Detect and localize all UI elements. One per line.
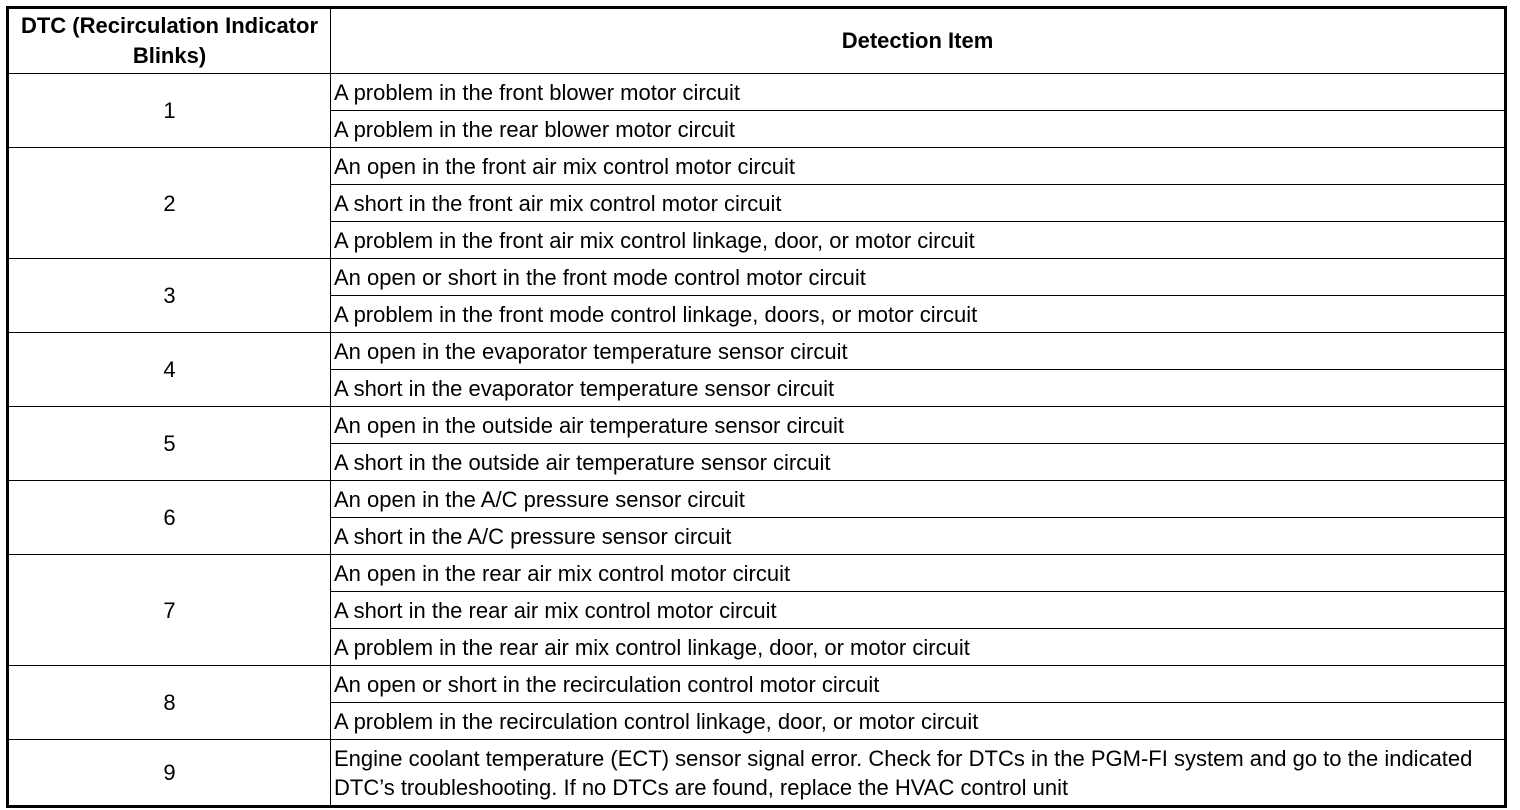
- detection-item: An open in the rear air mix control motor circuit: [331, 555, 1506, 592]
- dtc-code: 1: [8, 74, 331, 148]
- table-row: [8, 333, 1506, 370]
- detection-item: A problem in the rear blower motor circuit: [331, 111, 1506, 148]
- detection-item: A problem in the recirculation control linkage, door, or motor circuit: [331, 703, 1506, 740]
- detection-item: A short in the outside air temperature sensor circuit: [331, 444, 1506, 481]
- table-row: [8, 740, 1506, 807]
- table-row: [8, 148, 1506, 185]
- dtc-code: 3: [8, 259, 331, 333]
- detection-item: Engine coolant temperature (ECT) sensor signal error. Check for DTCs in the PGM-FI system and go to the indicated DTC’s troubleshooting. If no DTCs are found, replace the HVAC control unit: [331, 740, 1506, 807]
- detection-item: A short in the evaporator temperature sensor circuit: [331, 370, 1506, 407]
- detection-item: An open in the outside air temperature sensor circuit: [331, 407, 1506, 444]
- dtc-code: 2: [8, 148, 331, 259]
- dtc-code: 8: [8, 666, 331, 740]
- detection-item: A short in the front air mix control motor circuit: [331, 185, 1506, 222]
- table-row: [8, 666, 1506, 703]
- header-dtc: DTC (Recirculation Indicator Blinks): [8, 8, 331, 74]
- detection-item: A problem in the front air mix control linkage, door, or motor circuit: [331, 222, 1506, 259]
- header-detection-item: Detection Item: [331, 8, 1506, 74]
- dtc-code: 5: [8, 407, 331, 481]
- detection-item: A short in the rear air mix control motor circuit: [331, 592, 1506, 629]
- detection-item: An open in the front air mix control motor circuit: [331, 148, 1506, 185]
- table-row: [8, 555, 1506, 592]
- table-row: [8, 74, 1506, 111]
- detection-item: An open or short in the recirculation control motor circuit: [331, 666, 1506, 703]
- detection-item: An open in the evaporator temperature sensor circuit: [331, 333, 1506, 370]
- detection-item: A problem in the front mode control linkage, doors, or motor circuit: [331, 296, 1506, 333]
- dtc-code: 6: [8, 481, 331, 555]
- table-row: [8, 407, 1506, 444]
- table-row: [8, 259, 1506, 296]
- detection-item: An open in the A/C pressure sensor circuit: [331, 481, 1506, 518]
- dtc-table: [6, 6, 1507, 808]
- dtc-code: 4: [8, 333, 331, 407]
- dtc-code: 9: [8, 740, 331, 807]
- dtc-code: 7: [8, 555, 331, 666]
- table-row: [8, 481, 1506, 518]
- detection-item: An open or short in the front mode control motor circuit: [331, 259, 1506, 296]
- detection-item: A problem in the front blower motor circuit: [331, 74, 1506, 111]
- header-row: [8, 8, 1506, 74]
- detection-item: A problem in the rear air mix control linkage, door, or motor circuit: [331, 629, 1506, 666]
- detection-item: A short in the A/C pressure sensor circuit: [331, 518, 1506, 555]
